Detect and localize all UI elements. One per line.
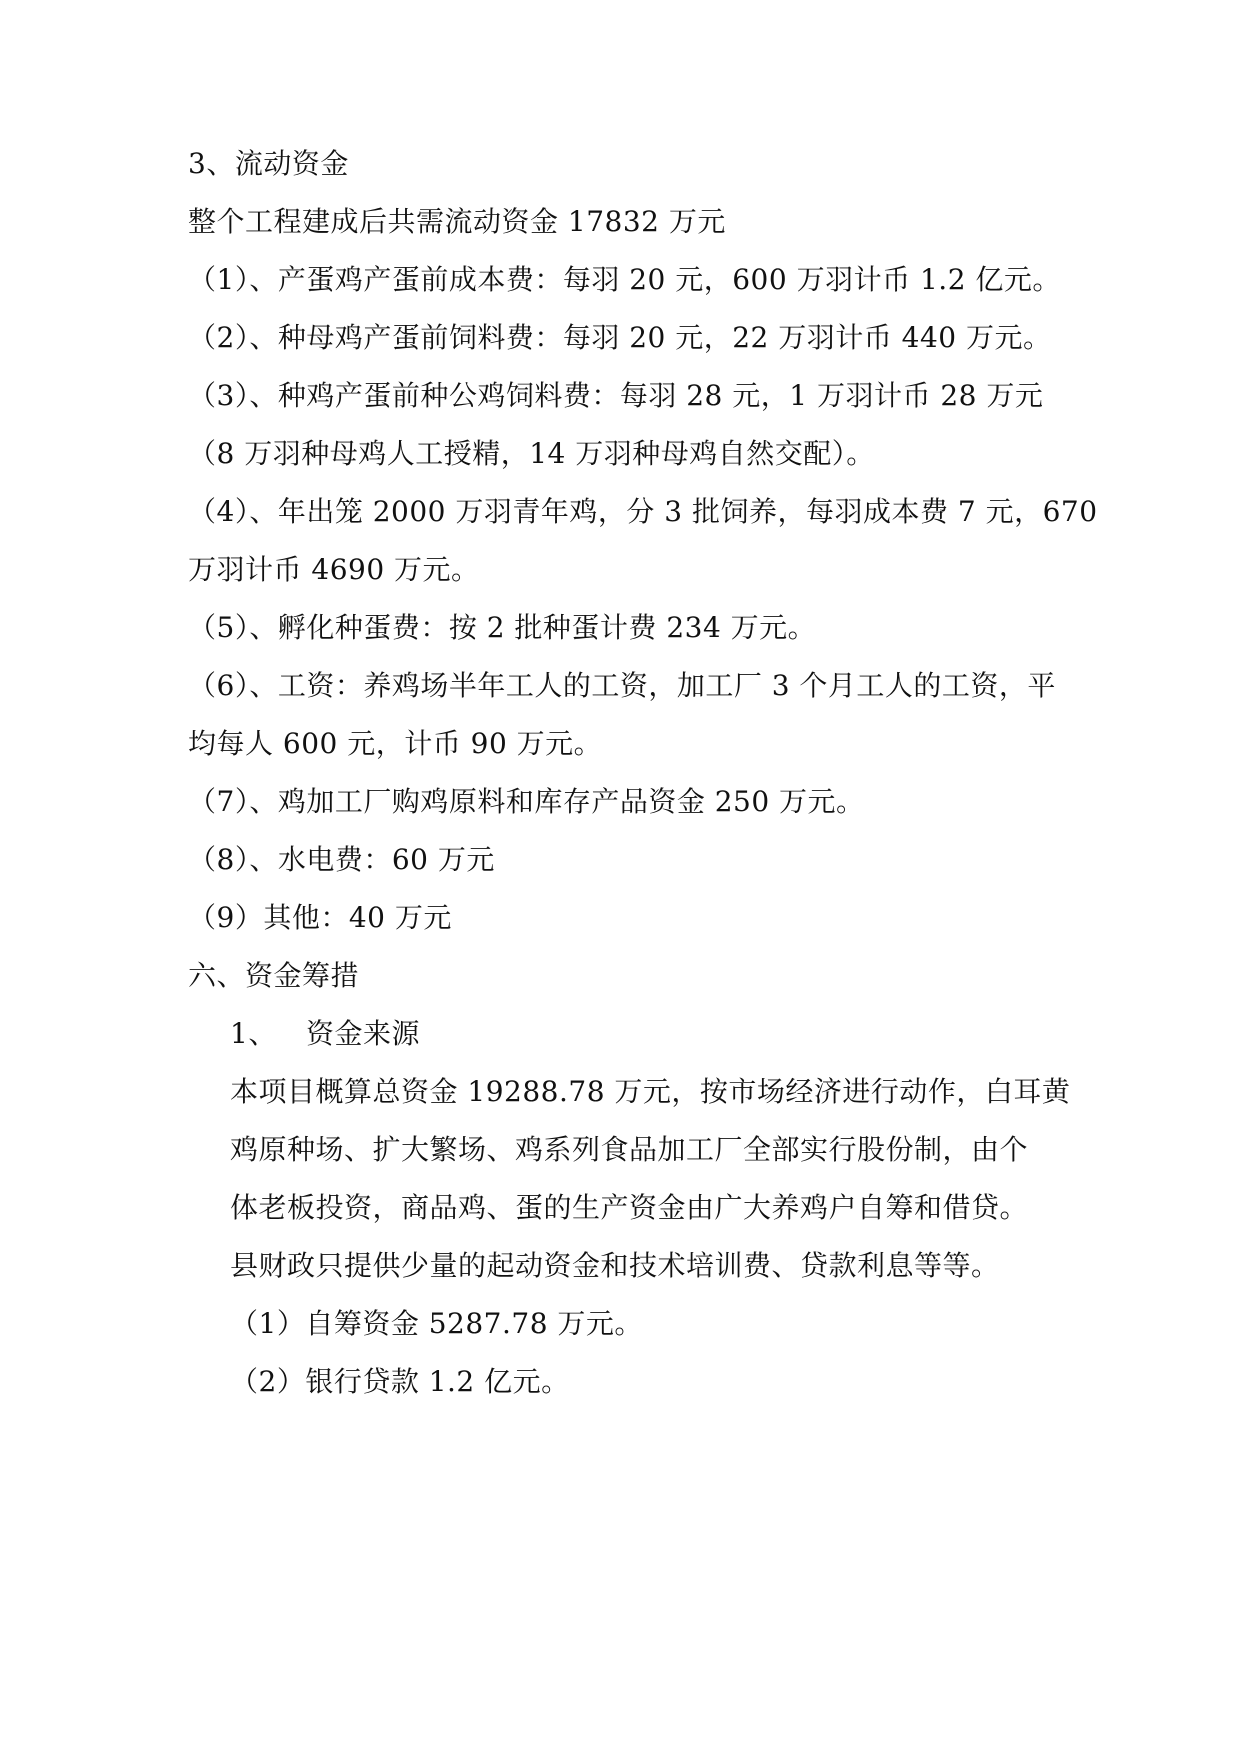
list-item: （5）、孵化种蛋费：按 2 批种蛋计费 234 万元。 bbox=[188, 611, 817, 644]
subsection-heading bbox=[230, 1016, 420, 1052]
list-item: （1）、产蛋鸡产蛋前成本费：每羽 20 元，600 万羽计币 1.2 亿元。 bbox=[188, 263, 1061, 296]
list-item: （9）其他：40 万元 bbox=[188, 901, 452, 934]
section-6-heading: 六、资金筹措 bbox=[188, 959, 360, 992]
list-item: （2）、种母鸡产蛋前饲料费：每羽 20 元，22 万羽计币 440 万元。 bbox=[188, 321, 1052, 354]
subsection-number: 1、 bbox=[230, 1017, 277, 1050]
paragraph-line: 体老板投资，商品鸡、蛋的生产资金由广大养鸡户自筹和借贷。 bbox=[230, 1191, 1029, 1224]
funding-item: （2）银行贷款 1.2 亿元。 bbox=[230, 1365, 570, 1398]
list-item: （8 万羽种母鸡人工授精，14 万羽种母鸡自然交配）。 bbox=[188, 437, 875, 470]
list-item: （7）、鸡加工厂购鸡原料和库存产品资金 250 万元。 bbox=[188, 785, 865, 818]
funding-item: （1）自筹资金 5287.78 万元。 bbox=[230, 1307, 643, 1340]
paragraph-line: 本项目概算总资金 19288.78 万元，按市场经济进行动作，白耳黄 bbox=[230, 1075, 1071, 1108]
paragraph-line: 县财政只提供少量的起动资金和技术培训费、贷款利息等等。 bbox=[230, 1249, 1000, 1282]
list-item: 万羽计币 4690 万元。 bbox=[188, 553, 480, 586]
list-item: （6）、工资：养鸡场半年工人的工资，加工厂 3 个月工人的工资，平 bbox=[188, 669, 1056, 702]
paragraph-line: 鸡原种场、扩大繁场、鸡系列食品加工厂全部实行股份制，由个 bbox=[230, 1133, 1029, 1166]
list-item: 均每人 600 元，计币 90 万元。 bbox=[188, 727, 603, 760]
list-item: （4）、年出笼 2000 万羽青年鸡，分 3 批饲养，每羽成本费 7 元，670 bbox=[188, 495, 1098, 528]
subsection-title: 资金来源 bbox=[306, 1017, 421, 1050]
list-item: （3）、种鸡产蛋前种公鸡饲料费：每羽 28 元，1 万羽计币 28 万元 bbox=[188, 379, 1044, 412]
list-item: （8）、水电费：60 万元 bbox=[188, 843, 495, 876]
section-3-heading: 3、流动资金 bbox=[188, 147, 349, 180]
total-working-capital: 整个工程建成后共需流动资金 17832 万元 bbox=[188, 205, 726, 238]
